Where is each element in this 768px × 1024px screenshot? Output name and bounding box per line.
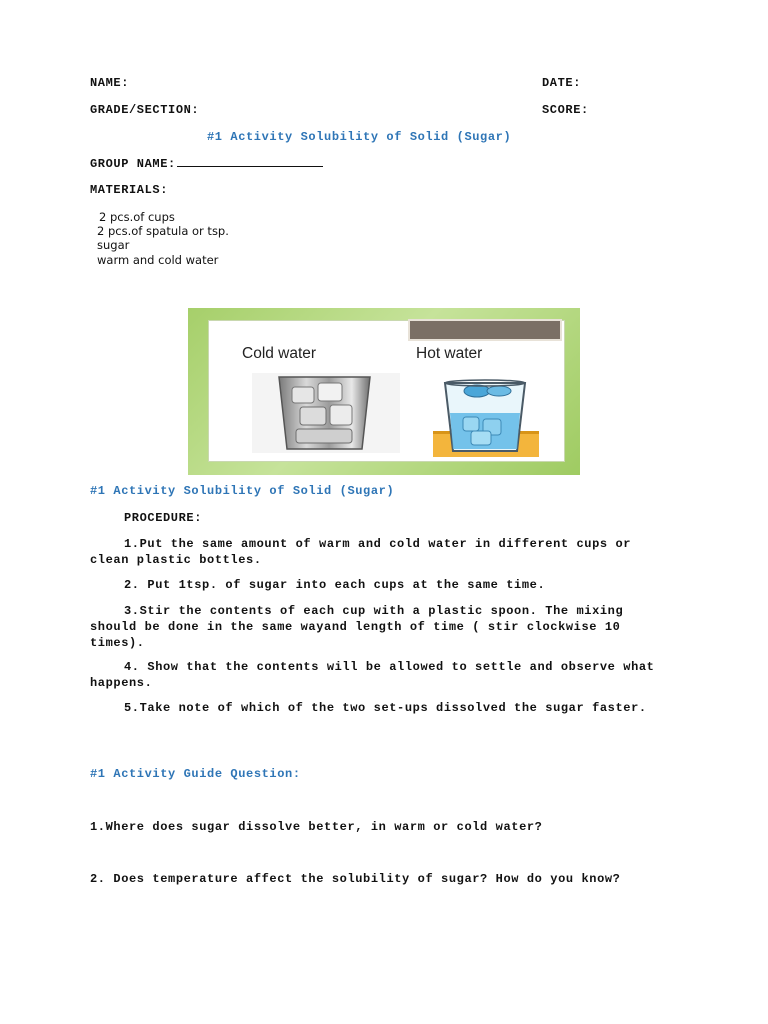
procedure-step: [90, 700, 675, 716]
procedure-step-text: 5.Take note of which of the two set-ups dissolved the sugar faster.: [124, 701, 647, 715]
guide-question-heading: #1 Activity Guide Question:: [90, 767, 301, 781]
material-item: 2 pcs.of spatula or tsp.: [97, 224, 229, 238]
grade-section-label: GRADE/SECTION:: [90, 103, 200, 117]
group-name-blank-line: [177, 157, 323, 167]
guide-question: 1.Where does sugar dissolve better, in warm or cold water?: [90, 820, 543, 834]
procedure-step-text: 4. Show that the contents will be allowed to settle and observe what happens.: [90, 660, 655, 690]
name-label: NAME:: [90, 76, 130, 90]
procedure-step-text: 1.Put the same amount of warm and cold water in different cups or clean plastic bottles.: [90, 537, 632, 567]
cold-hot-water-figure: [188, 308, 580, 475]
figure-title-bar: [408, 319, 562, 341]
section-title: #1 Activity Solubility of Solid (Sugar): [90, 484, 395, 498]
material-item: sugar: [97, 238, 130, 252]
score-label: SCORE:: [542, 103, 589, 117]
materials-heading: MATERIALS:: [90, 183, 169, 197]
procedure-step-text: 2. Put 1tsp. of sugar into each cups at the same time.: [124, 578, 546, 592]
procedure-step-text: 3.Stir the contents of each cup with a plastic spoon. The mixing should be done in the same wayand length of time ( stir clockwise 10 times).: [90, 604, 624, 650]
procedure-step: [90, 603, 675, 651]
group-name-row: [90, 157, 323, 171]
page-title: #1 Activity Solubility of Solid (Sugar): [207, 130, 512, 144]
date-label: DATE:: [542, 76, 582, 90]
cold-water-caption: Cold water: [242, 345, 317, 362]
procedure-step: [90, 536, 675, 568]
group-name-label: GROUP NAME:: [90, 157, 176, 171]
hot-water-caption: Hot water: [416, 345, 483, 362]
guide-question: 2. Does temperature affect the solubility of sugar? How do you know?: [90, 872, 621, 886]
procedure-step: [90, 577, 675, 593]
material-item: 2 pcs.of cups: [99, 210, 175, 224]
material-item: warm and cold water: [97, 253, 219, 267]
procedure-heading: PROCEDURE:: [124, 511, 203, 525]
procedure-step: [90, 659, 675, 691]
hot-water-glass-image: [433, 373, 539, 457]
figure-panel: [208, 320, 565, 462]
cold-water-glass-image: [252, 373, 400, 453]
